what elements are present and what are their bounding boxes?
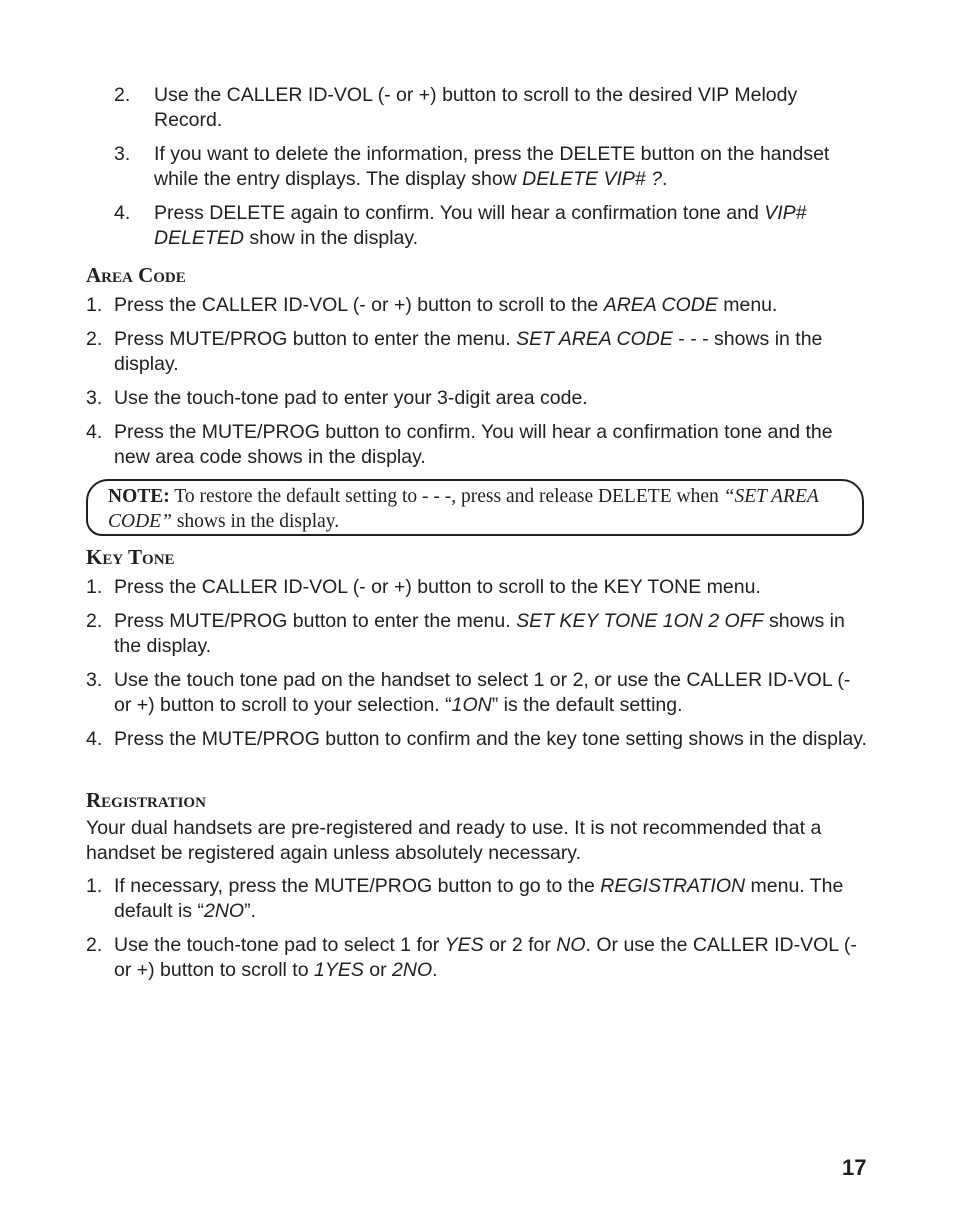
text-run: If necessary, press the MUTE/PROG button to go to the <box>114 875 601 897</box>
list-item <box>86 293 870 318</box>
list-item-number: 2. <box>86 934 103 956</box>
italic-text: 2NO <box>392 959 433 981</box>
list-item <box>86 668 870 718</box>
list-item-text <box>114 933 870 983</box>
list-item-text <box>114 874 870 924</box>
key-tone-steps-list <box>86 575 870 761</box>
list-item-text <box>114 420 870 470</box>
list-item-text <box>114 575 870 600</box>
text-run: or <box>363 959 393 981</box>
text-run: Press MUTE/PROG button to enter the menu. <box>114 610 517 632</box>
list-item <box>86 327 870 377</box>
text-run: Press the MUTE/PROG button to confirm. You will hear a confirmation tone and the new area code shows in the display. <box>114 421 833 468</box>
list-item-number: 4. <box>86 421 103 443</box>
area-code-heading: Area Code <box>86 263 186 287</box>
list-item-number: 2. <box>86 610 103 632</box>
list-item <box>86 142 870 192</box>
list-item-number: 1. <box>86 875 103 897</box>
text-run: . <box>432 959 438 981</box>
list-item <box>86 874 870 924</box>
list-item-text <box>114 609 870 659</box>
italic-text: VIP# DELETED <box>154 202 807 249</box>
registration-steps-list <box>86 874 870 992</box>
text-run: shows in the display. <box>114 610 845 657</box>
text-run: . Or use the CALLER ID-VOL (- or +) button to scroll to <box>114 934 857 981</box>
italic-text: SET KEY TONE 1ON 2 OFF <box>516 610 764 632</box>
list-item <box>86 609 870 659</box>
text-run: If you want to delete the information, press the DELETE button on the handset while the entry displays. The display show <box>154 143 830 190</box>
list-item <box>86 575 870 600</box>
page-number: 17 <box>842 1155 867 1180</box>
list-item <box>86 201 870 251</box>
area-code-steps-list <box>86 293 870 479</box>
list-item-number: 3. <box>86 387 103 409</box>
text-run: menu. <box>717 294 778 316</box>
text-run: Press the CALLER ID-VOL (- or +) button to scroll to the KEY TONE menu. <box>114 576 761 598</box>
list-item <box>86 933 870 983</box>
text-run: show in the display. <box>243 227 419 249</box>
list-item-number: 1. <box>86 576 103 598</box>
list-item <box>86 420 870 470</box>
list-item-number: 3. <box>114 143 131 165</box>
list-item-number: 4. <box>86 728 103 750</box>
list-item <box>86 83 870 133</box>
text-run: Press MUTE/PROG button to enter the menu. <box>114 328 517 350</box>
note-text-before: To restore the default setting to - - -, press and release DELETE when <box>169 486 724 507</box>
list-item-number: 4. <box>114 202 131 224</box>
italic-text: YES <box>444 934 484 956</box>
text-run: - - - shows in the display. <box>114 328 823 375</box>
list-item-text <box>114 727 870 752</box>
note-box <box>86 479 864 536</box>
italic-text: 1ON <box>451 694 492 716</box>
text-run: Use the CALLER ID-VOL (- or +) button to scroll to the desired VIP Melody Record. <box>154 84 798 131</box>
registration-intro: Your dual handsets are pre-registered and ready to use. It is not recommended that a handset be registered again unless absolutely necessary. <box>86 817 822 864</box>
text-run: Use the touch-tone pad to select 1 for <box>114 934 445 956</box>
list-item-text <box>114 386 870 411</box>
list-item-number: 3. <box>86 669 103 691</box>
note-text-after: shows in the display. <box>171 511 340 532</box>
key-tone-heading: Key Tone <box>86 545 175 569</box>
italic-text: NO <box>556 934 586 956</box>
list-item-text <box>114 293 870 318</box>
list-item-text <box>154 201 870 251</box>
text-run: . <box>662 168 668 190</box>
text-run: Press DELETE again to confirm. You will hear a confirmation tone and <box>154 202 765 224</box>
italic-text: 2NO <box>203 900 245 922</box>
text-run: menu. The default is “ <box>114 875 844 922</box>
list-item-text <box>154 142 870 192</box>
list-item <box>86 386 870 411</box>
italic-text: DELETE VIP# ? <box>522 168 662 190</box>
text-run: Use the touch tone pad on the handset to select 1 or 2, or use the CALLER ID-VOL (- or +) button to scroll to your selection. “ <box>114 669 851 716</box>
list-item-number: 1. <box>86 294 103 316</box>
text-run: or 2 for <box>483 934 557 956</box>
note-label: NOTE: <box>108 486 170 507</box>
list-item-text <box>114 327 870 377</box>
list-item <box>86 727 870 752</box>
text-run: ”. <box>244 900 256 922</box>
list-item-number: 2. <box>114 84 131 106</box>
list-item-text <box>154 83 870 133</box>
italic-text: SET AREA CODE <box>516 328 673 350</box>
vip-steps-list <box>86 83 870 260</box>
italic-text: AREA CODE <box>603 294 718 316</box>
registration-heading: Registration <box>86 788 206 812</box>
text-run: Press the MUTE/PROG button to confirm and the key tone setting shows in the display. <box>114 728 867 750</box>
list-item-number: 2. <box>86 328 103 350</box>
list-item-text <box>114 668 870 718</box>
note-text-italic: “SET AREA CODE” <box>108 486 819 532</box>
italic-text: REGISTRATION <box>600 875 746 897</box>
text-run: ” is the default setting. <box>491 694 683 716</box>
text-run: Use the touch-tone pad to enter your 3-digit area code. <box>114 387 588 409</box>
text-run: Press the CALLER ID-VOL (- or +) button to scroll to the <box>114 294 604 316</box>
italic-text: 1YES <box>313 959 364 981</box>
